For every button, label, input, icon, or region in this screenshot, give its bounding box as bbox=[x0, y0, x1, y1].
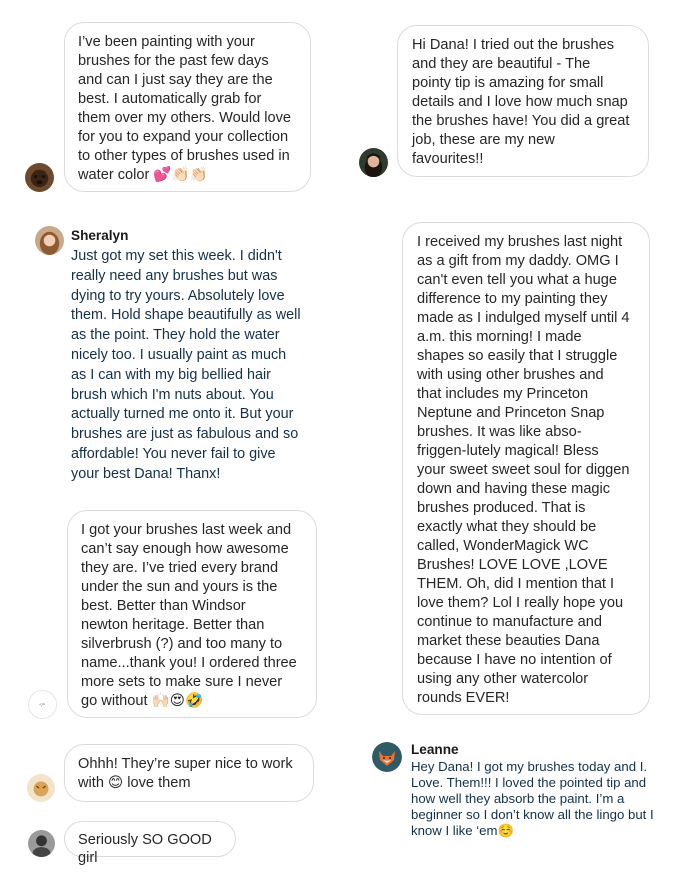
logo-avatar[interactable] bbox=[28, 690, 57, 719]
comment-text: Just got my set this week. I didn't really need any brushes but was dying to try yours. Absolutely love them. Hold shape beautifully as well as the point. They hold the water nicely too. I usually paint as much as I can with my big bellied hair brush which I'm nuts about. You actually turned me onto it. But your brushes are just as fabulous and so affordable! You never fail to give your best Dana! Thanx! bbox=[71, 248, 301, 482]
dog-avatar[interactable] bbox=[25, 163, 54, 192]
message-bubble: I received my brushes last night as a gift from my daddy. OMG I can't even tell you what a huge difference to my painting they made as I indulged myself until 4 a.m. this morning! I made shapes so easily that I struggle with using other brushes and that includes my Princeton Neptune and Princeton Snap brushes. It was like abso- friggen-lutely magical! Bless your sweet sweet soul for diggen down and having these magic brushes produced. That is exactly what they should be called, WonderMagick WC Brushes! LOVE LOVE ,LOVE THEM. Oh, did I mention that I love them? Lol I really hope you continue to manufacture and market these beauties Dana because I have no intention of using any other watercolor rounds EVER! bbox=[402, 222, 650, 715]
commenter-name[interactable]: Leanne bbox=[411, 742, 459, 757]
message-bubble: Ohhh! They’re super nice to work with 😊 love them bbox=[64, 744, 314, 802]
sheralyn-comment bbox=[71, 228, 321, 485]
woman-avatar[interactable] bbox=[359, 148, 388, 177]
tiger-avatar[interactable] bbox=[27, 774, 55, 802]
bw-avatar[interactable] bbox=[28, 830, 55, 857]
svg-text:ᵃ/ᵐ: ᵃ/ᵐ bbox=[39, 703, 46, 709]
message-bubble: I’ve been painting with your brushes for the past few days and can I just say they are the best. I automatically grab for them over my others. Would love for you to expand your collection to other types of brushes used in water color 💕👏🏻👏🏻 bbox=[64, 22, 311, 192]
fox-avatar[interactable] bbox=[372, 742, 402, 772]
sheralyn-avatar[interactable] bbox=[35, 226, 64, 255]
message-bubble: Seriously SO GOOD girl bbox=[64, 821, 236, 857]
leanne-comment bbox=[411, 742, 681, 839]
message-bubble: I got your brushes last week and can’t say enough how awesome they are. I’ve tried every brand under the sun and yours is the best. Better than Windsor newton heritage. Better than silverbrush (?) and too many to name...thank you! I ordered three more sets to make sure I never go without 🙌🏻😍🤣 bbox=[67, 510, 317, 718]
commenter-name[interactable]: Sheralyn bbox=[71, 228, 129, 243]
comment-text: Hey Dana! I got my brushes today and I. Love. Them!!! I loved the pointed tip and how well they absorb the paint. I’m a beginner so I don’t know all the lingo but I know I like ‘em☺️ bbox=[411, 759, 654, 838]
message-bubble: Hi Dana! I tried out the brushes and they are beautiful - The pointy tip is amazing for small details and I love how much snap the brushes have! You did a great job, these are my new favourites!! bbox=[397, 25, 649, 177]
